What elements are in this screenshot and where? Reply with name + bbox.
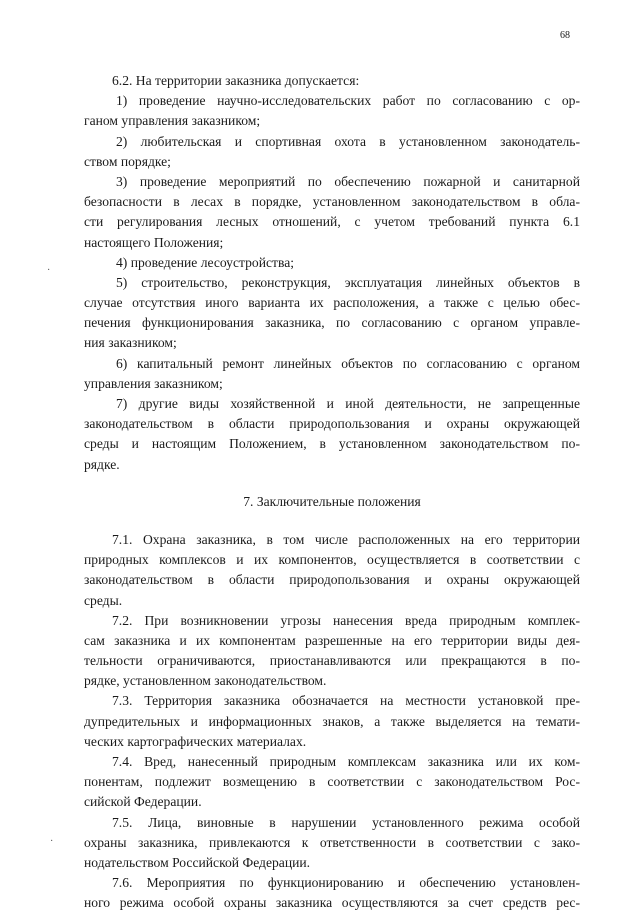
text-line: ганом управления заказником; — [84, 113, 261, 129]
text-line: природных комплексов и их компонентов, осуществляется в соответствии с — [84, 552, 580, 568]
text-line: среды и настоящим Положением, в установленном законодательством по- — [84, 436, 580, 452]
text-line: безопасности в лесах в порядке, установленном законодательством в обла- — [84, 194, 580, 210]
text-line: рядке. — [84, 456, 120, 472]
text-line: охраны заказника, привлекаются к ответственности в соответствии с зако- — [84, 834, 580, 850]
text-line: 6) капитальный ремонт линейных объектов по согласованию с органом — [116, 355, 580, 371]
text-line: 5) строительство, реконструкция, эксплуатация линейных объектов в — [116, 274, 580, 290]
text-line: среды. — [84, 592, 123, 608]
section-7-heading: 7. Заключительные положения — [243, 493, 421, 509]
text-line: ческих картографических материалах. — [84, 733, 307, 749]
page-number: 68 — [560, 30, 570, 41]
text-line: законодательством в области природопользования и охраны окружающей — [84, 572, 580, 588]
text-line: тельности ограничиваются, приостанавливаются или прекращаются в по- — [84, 653, 580, 669]
text-line: 7.1. Охрана заказника, в том числе расположенных на его территории — [112, 531, 580, 547]
text-line: понентам, подлежит возмещению в соответствии с законодательством Рос- — [84, 774, 580, 790]
text-line: 7.2. При возникновении угрозы нанесения вреда природным комплек- — [112, 612, 580, 628]
text-line: ством порядке; — [84, 153, 171, 169]
text-line: 2) любительская и спортивная охота в установленном законодатель- — [116, 133, 580, 149]
document-body — [84, 71, 580, 914]
text-line: дупредительных и информационных знаков, а также выделяется на темати- — [84, 713, 580, 729]
section-7-text — [84, 530, 580, 914]
text-line: сийской Федерации. — [84, 794, 202, 810]
text-line: сам заказника и их компонентам разрешенные на его территории виды дея- — [84, 632, 580, 648]
section-6-text — [84, 71, 580, 475]
text-line: нодательством Российской Федерации. — [84, 854, 311, 870]
text-line: законодательством в области природопользования и охраны окружающей — [84, 416, 580, 432]
text-line: 7.3. Территория заказника обозначается на местности установкой пре- — [112, 693, 580, 709]
text-line: 3) проведение мероприятий по обеспечению пожарной и санитарной — [116, 173, 580, 189]
scan-speck: · — [50, 836, 54, 847]
text-line: случае отсутствия иного варианта их расположения, а также с целью обес- — [84, 295, 580, 311]
text-line: ния заказником; — [84, 335, 177, 351]
text-line: 7.5. Лица, виновные в нарушении установленного режима особой — [112, 814, 580, 830]
text-line: настоящего Положения; — [84, 234, 224, 250]
text-line: 6.2. На территории заказника допускается: — [112, 73, 360, 88]
text-line: 7.4. Вред, нанесенный природным комплексам заказника или их ком- — [112, 754, 580, 769]
text-line: ного режима особой охраны заказника осуществляются за счет средств рес- — [84, 895, 580, 911]
text-line: управления заказником; — [84, 375, 223, 391]
text-line: 4) проведение лесоустройства; — [116, 254, 295, 270]
text-line: рядке, установленном законодательством. — [84, 673, 327, 689]
scan-speck: · — [47, 265, 51, 276]
text-line: 7.6. Мероприятия по функционированию и обеспечению установлен- — [112, 875, 580, 891]
text-line: печения функционирования заказника, по согласованию с органом управле- — [84, 315, 580, 331]
text-line: 7) другие виды хозяйственной и иной деятельности, не запрещенные — [116, 396, 580, 411]
text-line: сти регулирования лесных отношений, с учетом требований пункта 6.1 — [84, 214, 580, 230]
text-line: 1) проведение научно-исследовательских работ по согласованию с ор- — [116, 93, 580, 109]
